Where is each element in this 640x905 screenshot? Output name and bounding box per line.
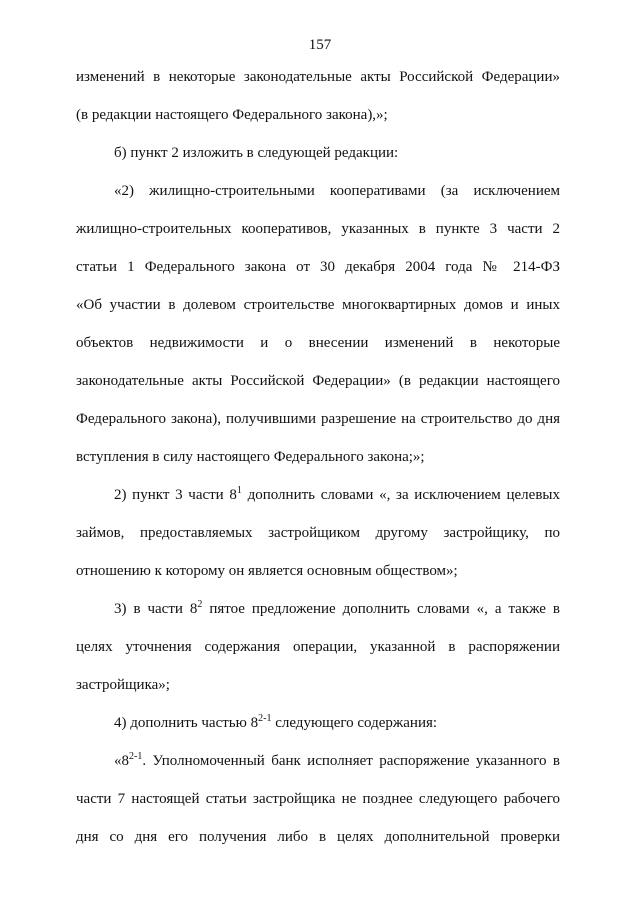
text-line: [114, 751, 560, 771]
text-line: дня со дня его получения либо в целях дополнительной проверки: [76, 829, 560, 845]
text-line: части 7 настоящей статьи застройщика не позднее следующего рабочего: [76, 791, 560, 807]
text-line: отношению к которому он является основным обществом»;: [76, 563, 458, 579]
text-segment: . Уполномоченный банк исполняет распоряжение указанного в: [142, 753, 560, 769]
text-line: [114, 599, 560, 619]
text-line: жилищно-строительных кооперативов, указанных в пункте 3 части 2: [76, 221, 560, 237]
superscript: 1: [236, 485, 242, 496]
text-line: (в редакции настоящего Федерального закона),»;: [76, 107, 388, 123]
text-segment: «8: [114, 753, 129, 769]
text-line: [114, 713, 560, 733]
text-segment: дополнить словами «, за исключением целевых: [241, 487, 560, 503]
superscript: 2-1: [258, 713, 272, 724]
text-line: законодательные акты Российской Федерации» (в редакции настоящего: [76, 373, 560, 389]
text-line: «2) жилищно-строительными кооперативами (за исключением: [114, 183, 560, 199]
text-segment: следующего содержания:: [271, 715, 438, 731]
superscript: 2: [197, 599, 203, 610]
text-line: займов, предоставляемых застройщиком другому застройщику, по: [76, 525, 560, 541]
text-line: Федерального закона), получившими разрешение на строительство до дня: [76, 411, 560, 427]
text-line: объектов недвижимости и о внесении изменений в некоторые: [76, 335, 560, 351]
text-line: б) пункт 2 изложить в следующей редакции:: [114, 145, 399, 161]
text-segment: 4) дополнить частью 8: [114, 715, 259, 731]
page-number: 157: [308, 37, 332, 53]
superscript: 2-1: [129, 751, 143, 762]
text-line: застройщика»;: [76, 677, 170, 693]
text-line: вступления в силу настоящего Федерального закона;»;: [76, 449, 425, 465]
text-line: статьи 1 Федерального закона от 30 декабря 2004 года № 214-ФЗ: [76, 259, 560, 275]
text-segment: 3) в части 8: [114, 601, 198, 617]
text-line: «Об участии в долевом строительстве многоквартирных домов и иных: [76, 297, 560, 313]
text-line: [114, 485, 560, 505]
text-segment: 2) пункт 3 части 8: [114, 487, 237, 503]
text-line: целях уточнения содержания операции, указанной в распоряжении: [76, 639, 560, 655]
text-line: изменений в некоторые законодательные акты Российской Федерации»: [76, 69, 560, 85]
text-segment: пятое предложение дополнить словами «, а также в: [202, 601, 560, 617]
